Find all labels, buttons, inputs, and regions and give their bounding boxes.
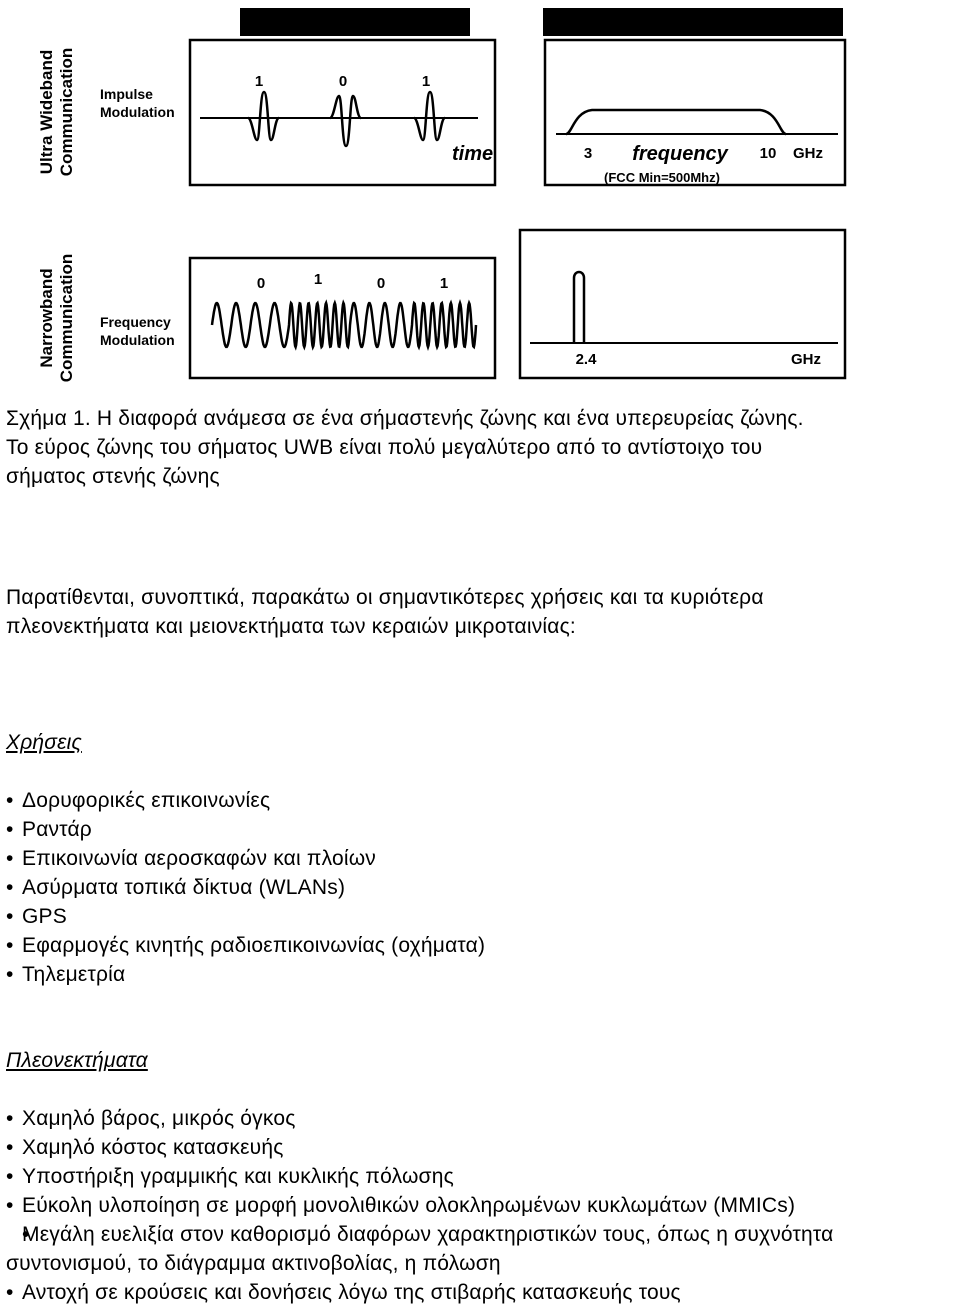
uwb-side-label	[37, 48, 76, 176]
nb-freq: 2.4	[575, 351, 597, 368]
uwb-impulse-3	[414, 92, 445, 140]
uwb-freq-low: 3	[583, 145, 593, 162]
impulse-modulation-label: Impulse	[100, 86, 153, 102]
uwb-bit-3: 1	[421, 73, 431, 90]
nb-bit-3: 0	[376, 275, 386, 292]
intro-line-1: Παρατίθενται, συνοπτικά, παρακάτω οι σημαντικότερες χρήσεις και τα κυριότερα	[6, 586, 764, 609]
narrowband-spectrum-peak	[574, 272, 584, 343]
advantages-list	[6, 1104, 956, 1307]
time-domain-header: Time-domain behavior	[254, 13, 458, 34]
list-item: • Χαμηλό βάρος, μικρός όγκος	[6, 1104, 956, 1133]
figure-caption	[6, 404, 956, 491]
list-item: • Επικοινωνία αεροσκαφών και πλοίων	[6, 844, 956, 873]
nb-freq-unit: GHz	[791, 351, 821, 368]
svg-text:Ultra Wideband: Ultra Wideband	[37, 49, 56, 175]
uwb-freq-high: 10	[759, 145, 777, 162]
list-item: • Δορυφορικές επικοινωνίες	[6, 786, 956, 815]
uwb-spectrum	[566, 110, 786, 134]
list-item: • Υποστήριξη γραμμικής και κυκλικής πόλωσης	[6, 1162, 956, 1191]
caption-line-3: σήματος στενής ζώνης	[6, 465, 220, 488]
time-axis-label: time	[452, 143, 494, 165]
nb-bit-4: 1	[439, 275, 449, 292]
narrowband-side-label	[37, 254, 76, 382]
intro-paragraph	[6, 583, 956, 641]
list-item: • Χαμηλό κόστος κατασκευής	[6, 1133, 956, 1162]
uwb-bit-2: 0	[338, 73, 348, 90]
svg-text:Communication: Communication	[57, 253, 76, 383]
nb-bit-2: 1	[313, 271, 323, 288]
fm-modulated-wave	[212, 303, 476, 347]
uwb-impulse-2	[330, 96, 361, 146]
list-item: • GPS	[6, 902, 956, 931]
frequency-domain-header: Frequency-domain behavior	[564, 13, 820, 34]
list-item: • Αντοχή σε κρούσεις και δονήσεις λόγω της στιβαρής κατασκευής τους	[6, 1278, 956, 1307]
list-item: • Ασύρματα τοπικά δίκτυα (WLANs)	[6, 873, 956, 902]
uses-list	[6, 786, 956, 989]
caption-line-1: Σχήμα 1. Η διαφορά ανάμεσα σε ένα σήμαστενής ζώνης και ένα υπερευρείας ζώνης.	[6, 407, 804, 430]
advantages-heading: Πλεονεκτήματα	[6, 1049, 148, 1072]
svg-text:Communication: Communication	[57, 47, 76, 177]
frequency-axis-label: frequency	[632, 143, 728, 165]
uwb-bit-1: 1	[254, 73, 264, 90]
caption-line-2: Το εύρος ζώνης του σήματος UWB είναι πολύ μεγαλύτερο από το αντίστοιχο του	[6, 436, 763, 459]
nb-bit-1: 0	[256, 275, 266, 292]
list-item: • Εφαρμογές κινητής ραδιοεπικοινωνίας (οχήματα)	[6, 931, 956, 960]
list-item: • Εύκολη υλοποίηση σε μορφή μονολιθικών ολοκληρωμένων κυκλωμάτων (MMICs)	[6, 1191, 956, 1220]
uwb-freq-unit: GHz	[793, 145, 823, 162]
list-item: • Τηλεμετρία	[6, 960, 956, 989]
uwb-vs-narrowband-figure	[0, 0, 960, 400]
intro-line-2: πλεονεκτήματα και μειονεκτήματα των κεραιών μικροταινίας:	[6, 615, 576, 638]
list-item: • Ραντάρ	[6, 815, 956, 844]
fcc-min-note: (FCC Min=500Mhz)	[604, 170, 720, 185]
impulse-modulation-label-2: Modulation	[100, 104, 175, 120]
uses-section	[6, 728, 956, 989]
frequency-modulation-label: Frequency	[100, 314, 171, 330]
uses-heading: Χρήσεις	[6, 731, 82, 754]
svg-text:Narrowband: Narrowband	[37, 268, 56, 368]
list-item: • Μεγάλη ευελιξία στον καθορισμό διαφόρων χαρακτηριστικών τους, όπως η συχνότητα συντονισμού, το διάγραμμα ακτινοβολίας, η πόλωση	[6, 1220, 886, 1278]
advantages-section	[6, 1046, 956, 1307]
uwb-impulse-1	[248, 92, 279, 140]
frequency-modulation-label-2: Modulation	[100, 332, 175, 348]
